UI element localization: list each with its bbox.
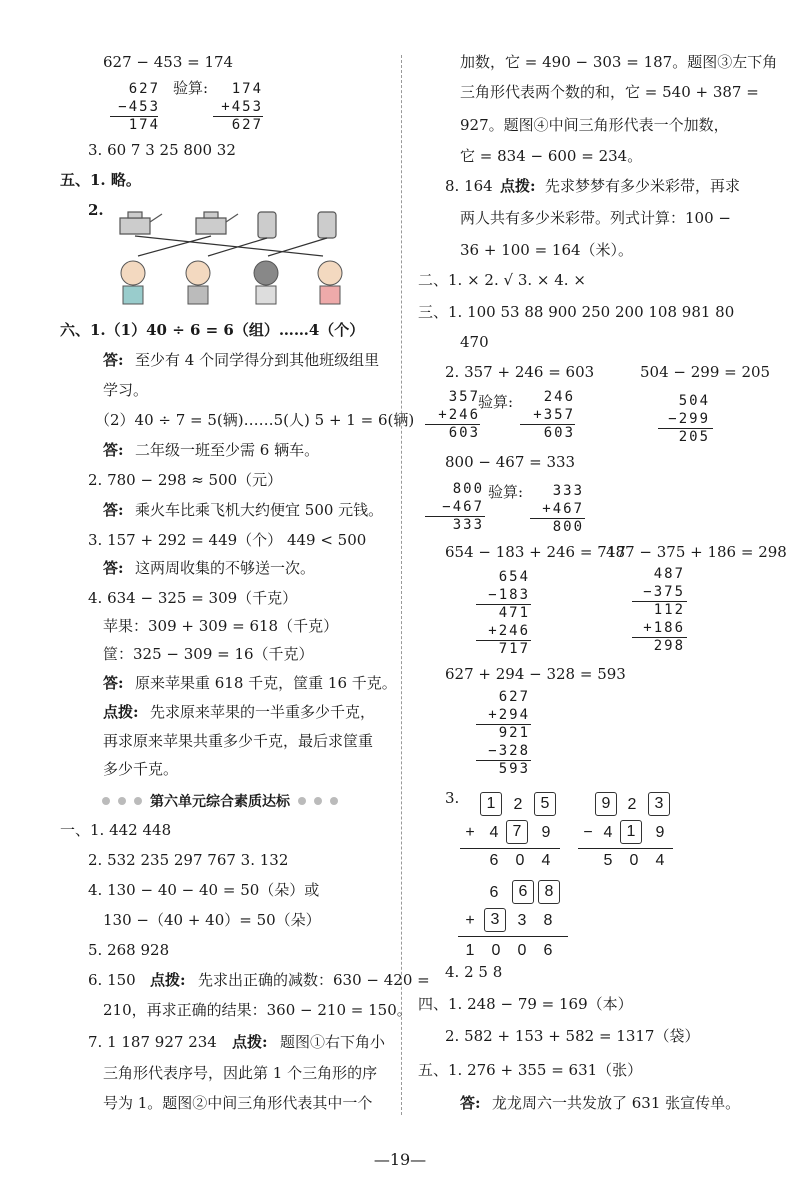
page-number: —19— <box>373 1150 427 1169</box>
answer-line: 210，再求正确的结果：360 − 210 = 150。 <box>103 1001 412 1019</box>
teapot-icon <box>120 218 150 234</box>
answer-line: 4. 634 − 325 = 309（千克） <box>88 589 298 607</box>
puzzle-box: 6 <box>512 880 534 904</box>
cup-icon <box>318 212 336 238</box>
answer-line: 800 − 467 = 333 <box>445 453 576 471</box>
vertical-calc: 627 +294 921 −328 593 <box>488 689 530 777</box>
vertical-calc: 333 +467 800 <box>542 483 584 535</box>
answer-line: 筐：325 − 309 = 16（千克） <box>103 645 314 663</box>
vertical-calc: 800 −467 333 <box>442 481 484 533</box>
answer-line: 3. <box>445 789 460 807</box>
answer-line: 6. 150 <box>88 971 136 989</box>
answer-line: 7. 1 187 927 234 <box>88 1033 217 1051</box>
answer-line: 先求原来苹果的一半重多少千克， <box>150 703 376 721</box>
answer-line: 627 + 294 − 328 = 593 <box>445 665 626 683</box>
answer-line: 3. 157 + 292 = 449（个） 449 < 500 <box>88 531 367 549</box>
answer-line: 学习。 <box>103 381 149 399</box>
answer-line: 乘火车比乘飞机大约便宜 500 元钱。 <box>135 501 384 519</box>
answer-line: 8. 164 <box>445 177 493 195</box>
answer-line: 再求原来苹果共重多少千克，最后求筐重 <box>103 732 374 750</box>
vertical-calc: 654 −183 471 +246 717 <box>488 569 530 657</box>
child-icon <box>318 261 342 285</box>
child-icon <box>254 261 278 285</box>
answer-line: （2）40 ÷ 7 = 5(辆)……5(人) 5 + 1 = 6(辆) <box>95 411 415 429</box>
answer-line: 470 <box>460 333 489 351</box>
answer-line: 二、1. × 2. √ 3. × 4. × <box>418 271 586 289</box>
answer-line: 504 − 299 = 205 <box>640 363 771 381</box>
answer-line: 原来苹果重 618 千克，筐重 16 千克。 <box>135 674 397 692</box>
vertical-calc: 487 −375 112 +186 298 <box>643 566 685 654</box>
check-label: 验算: <box>488 483 524 501</box>
teapot-matching-illustration <box>108 198 353 308</box>
vertical-calc: 627 −453 174 <box>118 81 160 133</box>
answer-line: 先求梦梦有多少米彩带，再求 <box>545 177 741 195</box>
answer-line: 4. 2 5 8 <box>445 963 503 981</box>
child-icon <box>186 261 210 285</box>
answer-line: 五、1. 略。 <box>60 171 141 189</box>
answer-line: 这两周收集的不够送一次。 <box>135 559 316 577</box>
puzzle-box: 5 <box>534 792 556 816</box>
check-label: 验算: <box>173 79 209 97</box>
puzzle-box: 3 <box>484 908 506 932</box>
answer-line: 487 − 375 + 186 = 298 <box>606 543 787 561</box>
answer-line: 苹果：309 + 309 = 618（千克） <box>103 617 339 635</box>
puzzle-box: 7 <box>506 820 528 844</box>
answer-line: 先求出正确的减数：630 − 420 = <box>198 971 430 989</box>
answer-line: 六、1.（1）40 ÷ 6 = 6（组）……4（个） <box>60 321 365 339</box>
answer-line: 至少有 4 个同学得分到其他班级组里 <box>135 351 380 369</box>
answer-line: 927。题图④中间三角形代表一个加数， <box>460 116 729 134</box>
column-divider <box>401 55 402 1115</box>
answer-line: 3. 60 7 3 25 800 32 <box>88 141 236 159</box>
answer-line: 2. 582 + 153 + 582 = 1317（袋） <box>445 1027 700 1045</box>
child-icon <box>121 261 145 285</box>
answer-line: 三角形代表两个数的和，它 = 540 + 387 = <box>460 83 759 101</box>
answer-line: 二年级一班至少需 6 辆车。 <box>135 441 320 459</box>
puzzle-box: 9 <box>595 792 617 816</box>
answer-line: 龙龙周六一共发放了 631 张宣传单。 <box>492 1094 741 1112</box>
puzzle-box: 1 <box>480 792 502 816</box>
vertical-calc: 357 +246 603 <box>438 389 480 441</box>
teapot-icon <box>196 218 226 234</box>
answer-line: 加数，它 = 490 − 303 = 187。题图③左下角 <box>460 53 778 71</box>
section-heading: 第六单元综合素质达标 <box>90 790 350 812</box>
puzzle-box: 1 <box>620 820 642 844</box>
answer-line: 号为 1。题图②中间三角形代表其中一个 <box>103 1094 373 1112</box>
answer-line: 2. 780 − 298 ≈ 500（元） <box>88 471 283 489</box>
vertical-calc: 504 −299 205 <box>668 393 710 445</box>
answer-line: 多少千克。 <box>103 760 179 778</box>
answer-line: 36 + 100 = 164（米）。 <box>460 241 634 259</box>
answer-line: 130 −（40 + 40）= 50（朵） <box>103 911 321 929</box>
answer-line: 2. <box>88 201 104 219</box>
equation: 627 − 453 = 174 <box>103 53 234 71</box>
answer-line: 两人共有多少米彩带。列式计算：100 − <box>460 209 731 227</box>
answer-line: 2. 532 235 297 767 3. 132 <box>88 851 289 869</box>
answer-line: 它 = 834 − 600 = 234。 <box>460 147 643 165</box>
answer-line: 五、1. 276 + 355 = 631（张） <box>418 1061 643 1079</box>
answer-line: 四、1. 248 − 79 = 169（本） <box>418 995 633 1013</box>
answer-line: 三、1. 100 53 88 900 250 200 108 981 80 <box>418 303 735 321</box>
puzzle-box: 8 <box>538 880 560 904</box>
answer-line: 654 − 183 + 246 = 717 <box>445 543 626 561</box>
cup-icon <box>258 212 276 238</box>
answer-line: 2. 357 + 246 = 603 <box>445 363 595 381</box>
check-label: 验算: <box>478 393 514 411</box>
vertical-calc: 174 +453 627 <box>221 81 263 133</box>
answer-line: 三角形代表序号，因此第 1 个三角形的序 <box>103 1064 378 1082</box>
answer-line: 5. 268 928 <box>88 941 170 959</box>
vertical-calc: 246 +357 603 <box>533 389 575 441</box>
puzzle-box: 3 <box>648 792 670 816</box>
answer-line: 一、1. 442 448 <box>60 821 172 839</box>
answer-line: 题图①右下角小 <box>280 1033 386 1051</box>
answer-line: 4. 130 − 40 − 40 = 50（朵）或 <box>88 881 320 899</box>
